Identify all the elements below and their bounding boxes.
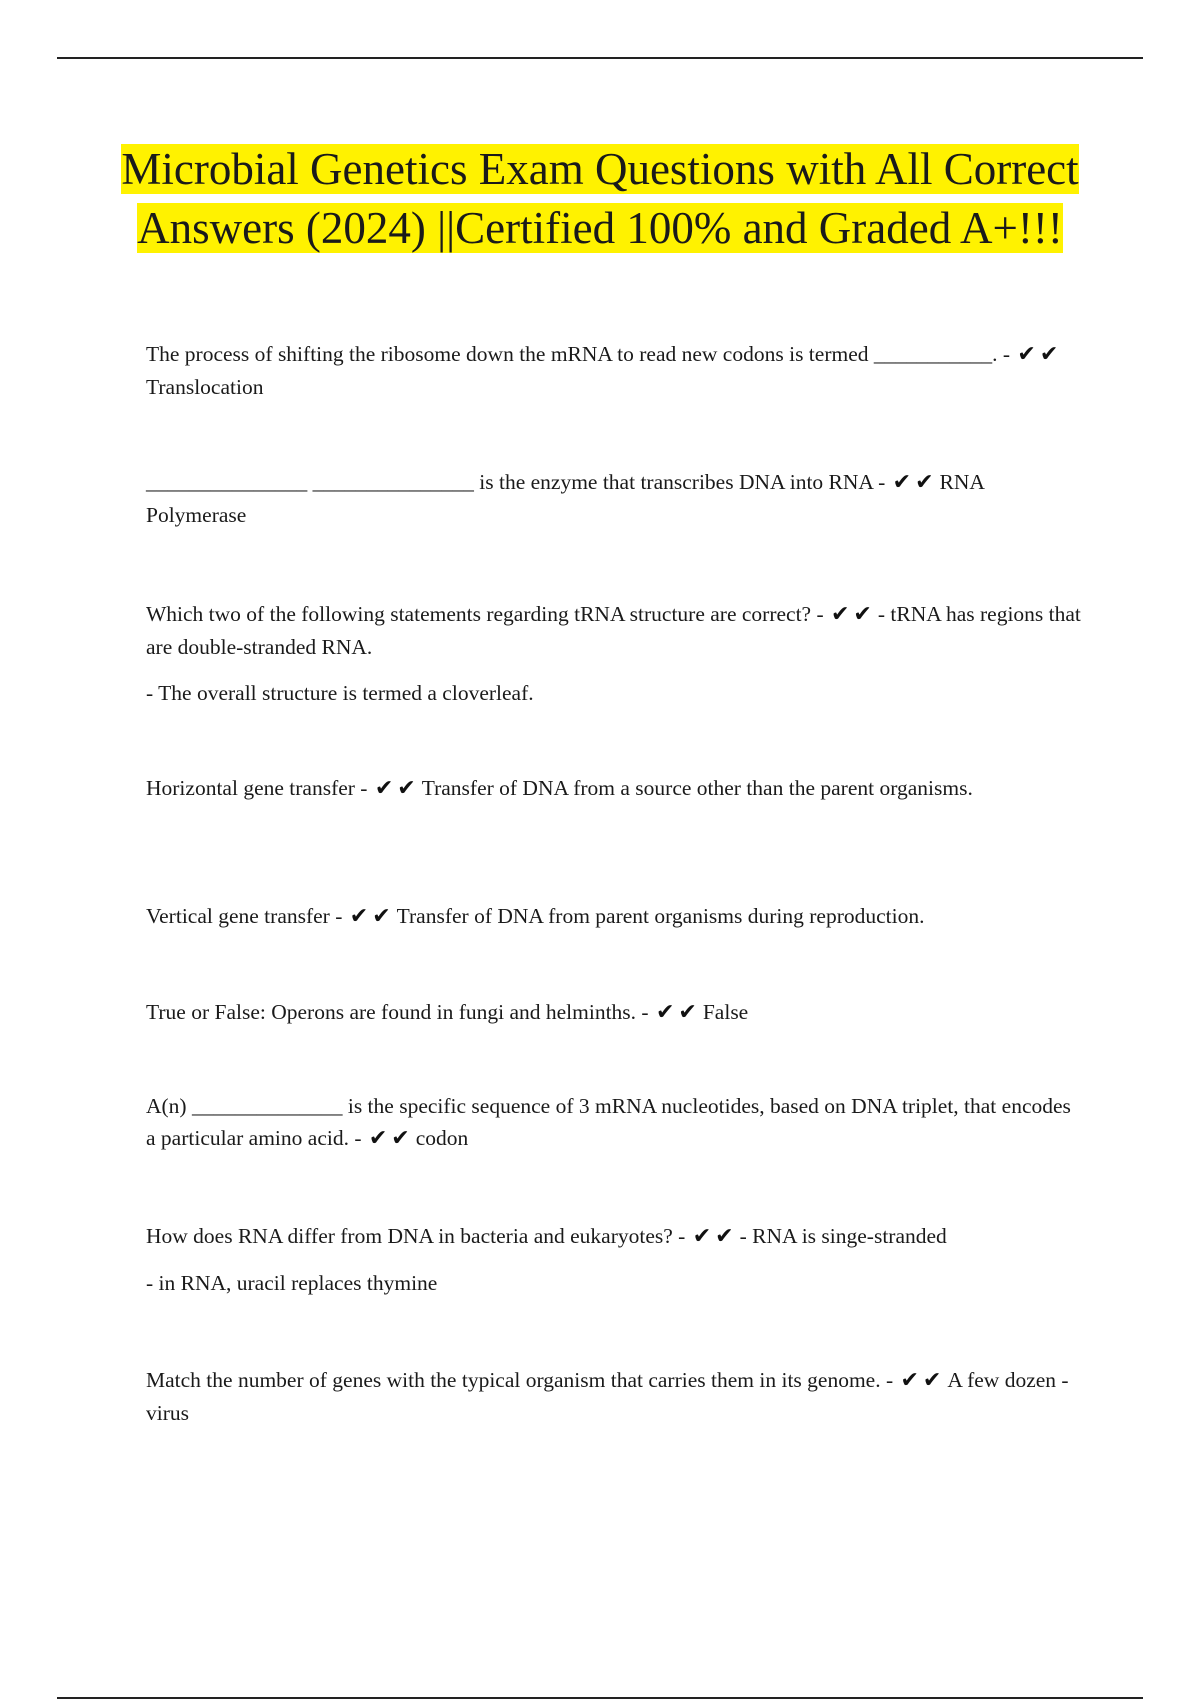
answer-text: Transfer of DNA from parent organisms during reproduction.: [396, 904, 925, 928]
qa-item-3: [146, 598, 1081, 709]
question-text: _______________ _______________ is the enzyme that transcribes DNA into RNA -: [146, 470, 886, 494]
check-marks-icon: ✔✔: [655, 1000, 701, 1025]
qa-item-4: [146, 772, 1081, 805]
qa-text: [146, 1364, 1081, 1429]
check-marks-icon: ✔✔: [900, 1368, 946, 1393]
qa-item-8: [146, 1220, 1081, 1299]
answer-extra-text: - in RNA, uracil replaces thymine: [146, 1271, 438, 1295]
answer-extra-text: - The overall structure is termed a cloverleaf.: [146, 681, 534, 705]
answer-text: - RNA is singe-stranded: [739, 1224, 947, 1248]
answer-text: - tRNA has regions that are double-stranded RNA.: [146, 602, 1081, 659]
answer-text: Transfer of DNA from a source other than the parent organisms.: [421, 776, 973, 800]
qa-item-5: [146, 900, 1081, 933]
qa-text: [146, 598, 1081, 663]
qa-item-9: [146, 1364, 1081, 1429]
answer-text: A few dozen - virus: [146, 1368, 1069, 1425]
qa-item-7: [146, 1090, 1081, 1155]
qa-text: [146, 772, 1081, 805]
qa-item-2: [146, 466, 1081, 531]
answer-text: False: [702, 1000, 749, 1024]
check-marks-icon: ✔✔: [692, 1224, 738, 1249]
question-text: Horizontal gene transfer -: [146, 776, 368, 800]
check-marks-icon: ✔✔: [349, 904, 395, 929]
qa-item-6: [146, 996, 1081, 1029]
answer-text: codon: [415, 1126, 469, 1150]
check-marks-icon: ✔✔: [1017, 342, 1063, 367]
question-text: Which two of the following statements regarding tRNA structure are correct? -: [146, 602, 824, 626]
qa-text: [146, 466, 1081, 531]
qa-text: [146, 338, 1081, 403]
qa-text: [146, 996, 1081, 1029]
question-text: A(n) ______________ is the specific sequence of 3 mRNA nucleotides, based on DNA triplet, that encodes a particular amino acid. -: [146, 1094, 1071, 1150]
qa-text: [146, 1220, 1081, 1253]
answer-text: RNA Polymerase: [146, 470, 984, 527]
question-text: How does RNA differ from DNA in bacteria and eukaryotes? -: [146, 1224, 686, 1248]
answer-text: Translocation: [146, 375, 264, 399]
check-marks-icon: ✔✔: [374, 776, 420, 801]
qa-item-1: [146, 338, 1081, 403]
check-marks-icon: ✔✔: [892, 470, 938, 495]
check-marks-icon: ✔✔: [368, 1126, 414, 1151]
question-text: Match the number of genes with the typical organism that carries them in its genome. -: [146, 1368, 894, 1392]
top-rule: [57, 57, 1143, 59]
qa-text: [146, 1090, 1081, 1155]
document-title: [100, 140, 1100, 258]
check-marks-icon: ✔✔: [831, 602, 876, 627]
bottom-rule: [57, 1697, 1143, 1699]
qa-text: [146, 900, 1081, 933]
question-text: Vertical gene transfer -: [146, 904, 343, 928]
question-text: True or False: Operons are found in fungi and helminths. -: [146, 1000, 649, 1024]
title-highlight: Microbial Genetics Exam Questions with All Correct Answers (2024) ||Certified 100% and Graded A+!!!: [121, 144, 1079, 253]
question-text: The process of shifting the ribosome down the mRNA to read new codons is termed ___________. -: [146, 342, 1011, 366]
